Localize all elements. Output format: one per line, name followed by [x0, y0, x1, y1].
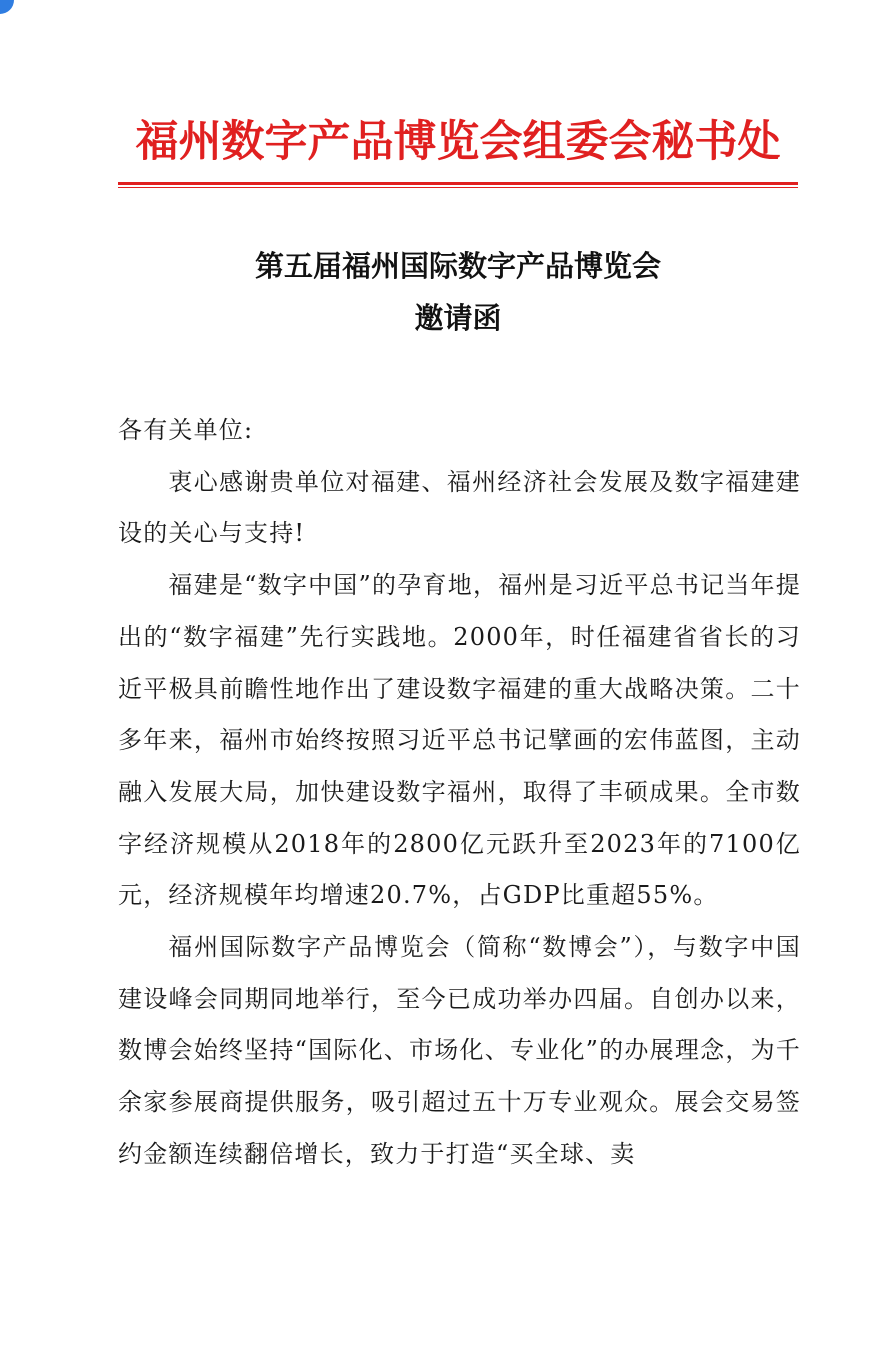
document-title: 第五届福州国际数字产品博览会: [254, 249, 661, 283]
letterhead-rule-thick: [118, 182, 798, 185]
salutation: 各有关单位:: [118, 416, 254, 444]
letter-body: [118, 405, 801, 1181]
paragraph-expo-intro: 福州国际数字产品博览会（简称“数博会”），与数字中国建设峰会同期同地举行，至今已成功举办四届。自创办以来，数博会始终坚持“国际化、市场化、专业化”的办展理念，为千余家参展商提供服务，吸引超过五十万专业观众。展会交易签约金额连续翻倍增长，致力于打造“买全球、卖: [118, 933, 801, 1168]
document-subtitle: 邀请函: [414, 301, 502, 335]
corner-indicator: [0, 0, 14, 14]
letterhead-title: 福州数字产品博览会组委会秘书处: [135, 117, 781, 167]
paragraph-thanks: 衷心感谢贵单位对福建、福州经济社会发展及数字福建建设的关心与支持!: [118, 467, 801, 548]
letterhead-rule-thin: [118, 187, 798, 188]
paragraph-digital-fujian: 福建是“数字中国”的孕育地，福州是习近平总书记当年提出的“数字福建”先行实践地。2000年，时任福建省省长的习近平极具前瞻性地作出了建设数字福建的重大战略决策。二十多年来，福州市始终按照习近平总书记擘画的宏伟蓝图，主动融入发展大局，加快建设数字福州，取得了丰硕成果。全市数字经济规模从2018年的2800亿元跃升至2023年的7100亿元，经济规模年均增速20.7%，占GDP比重超55%。: [118, 571, 801, 910]
